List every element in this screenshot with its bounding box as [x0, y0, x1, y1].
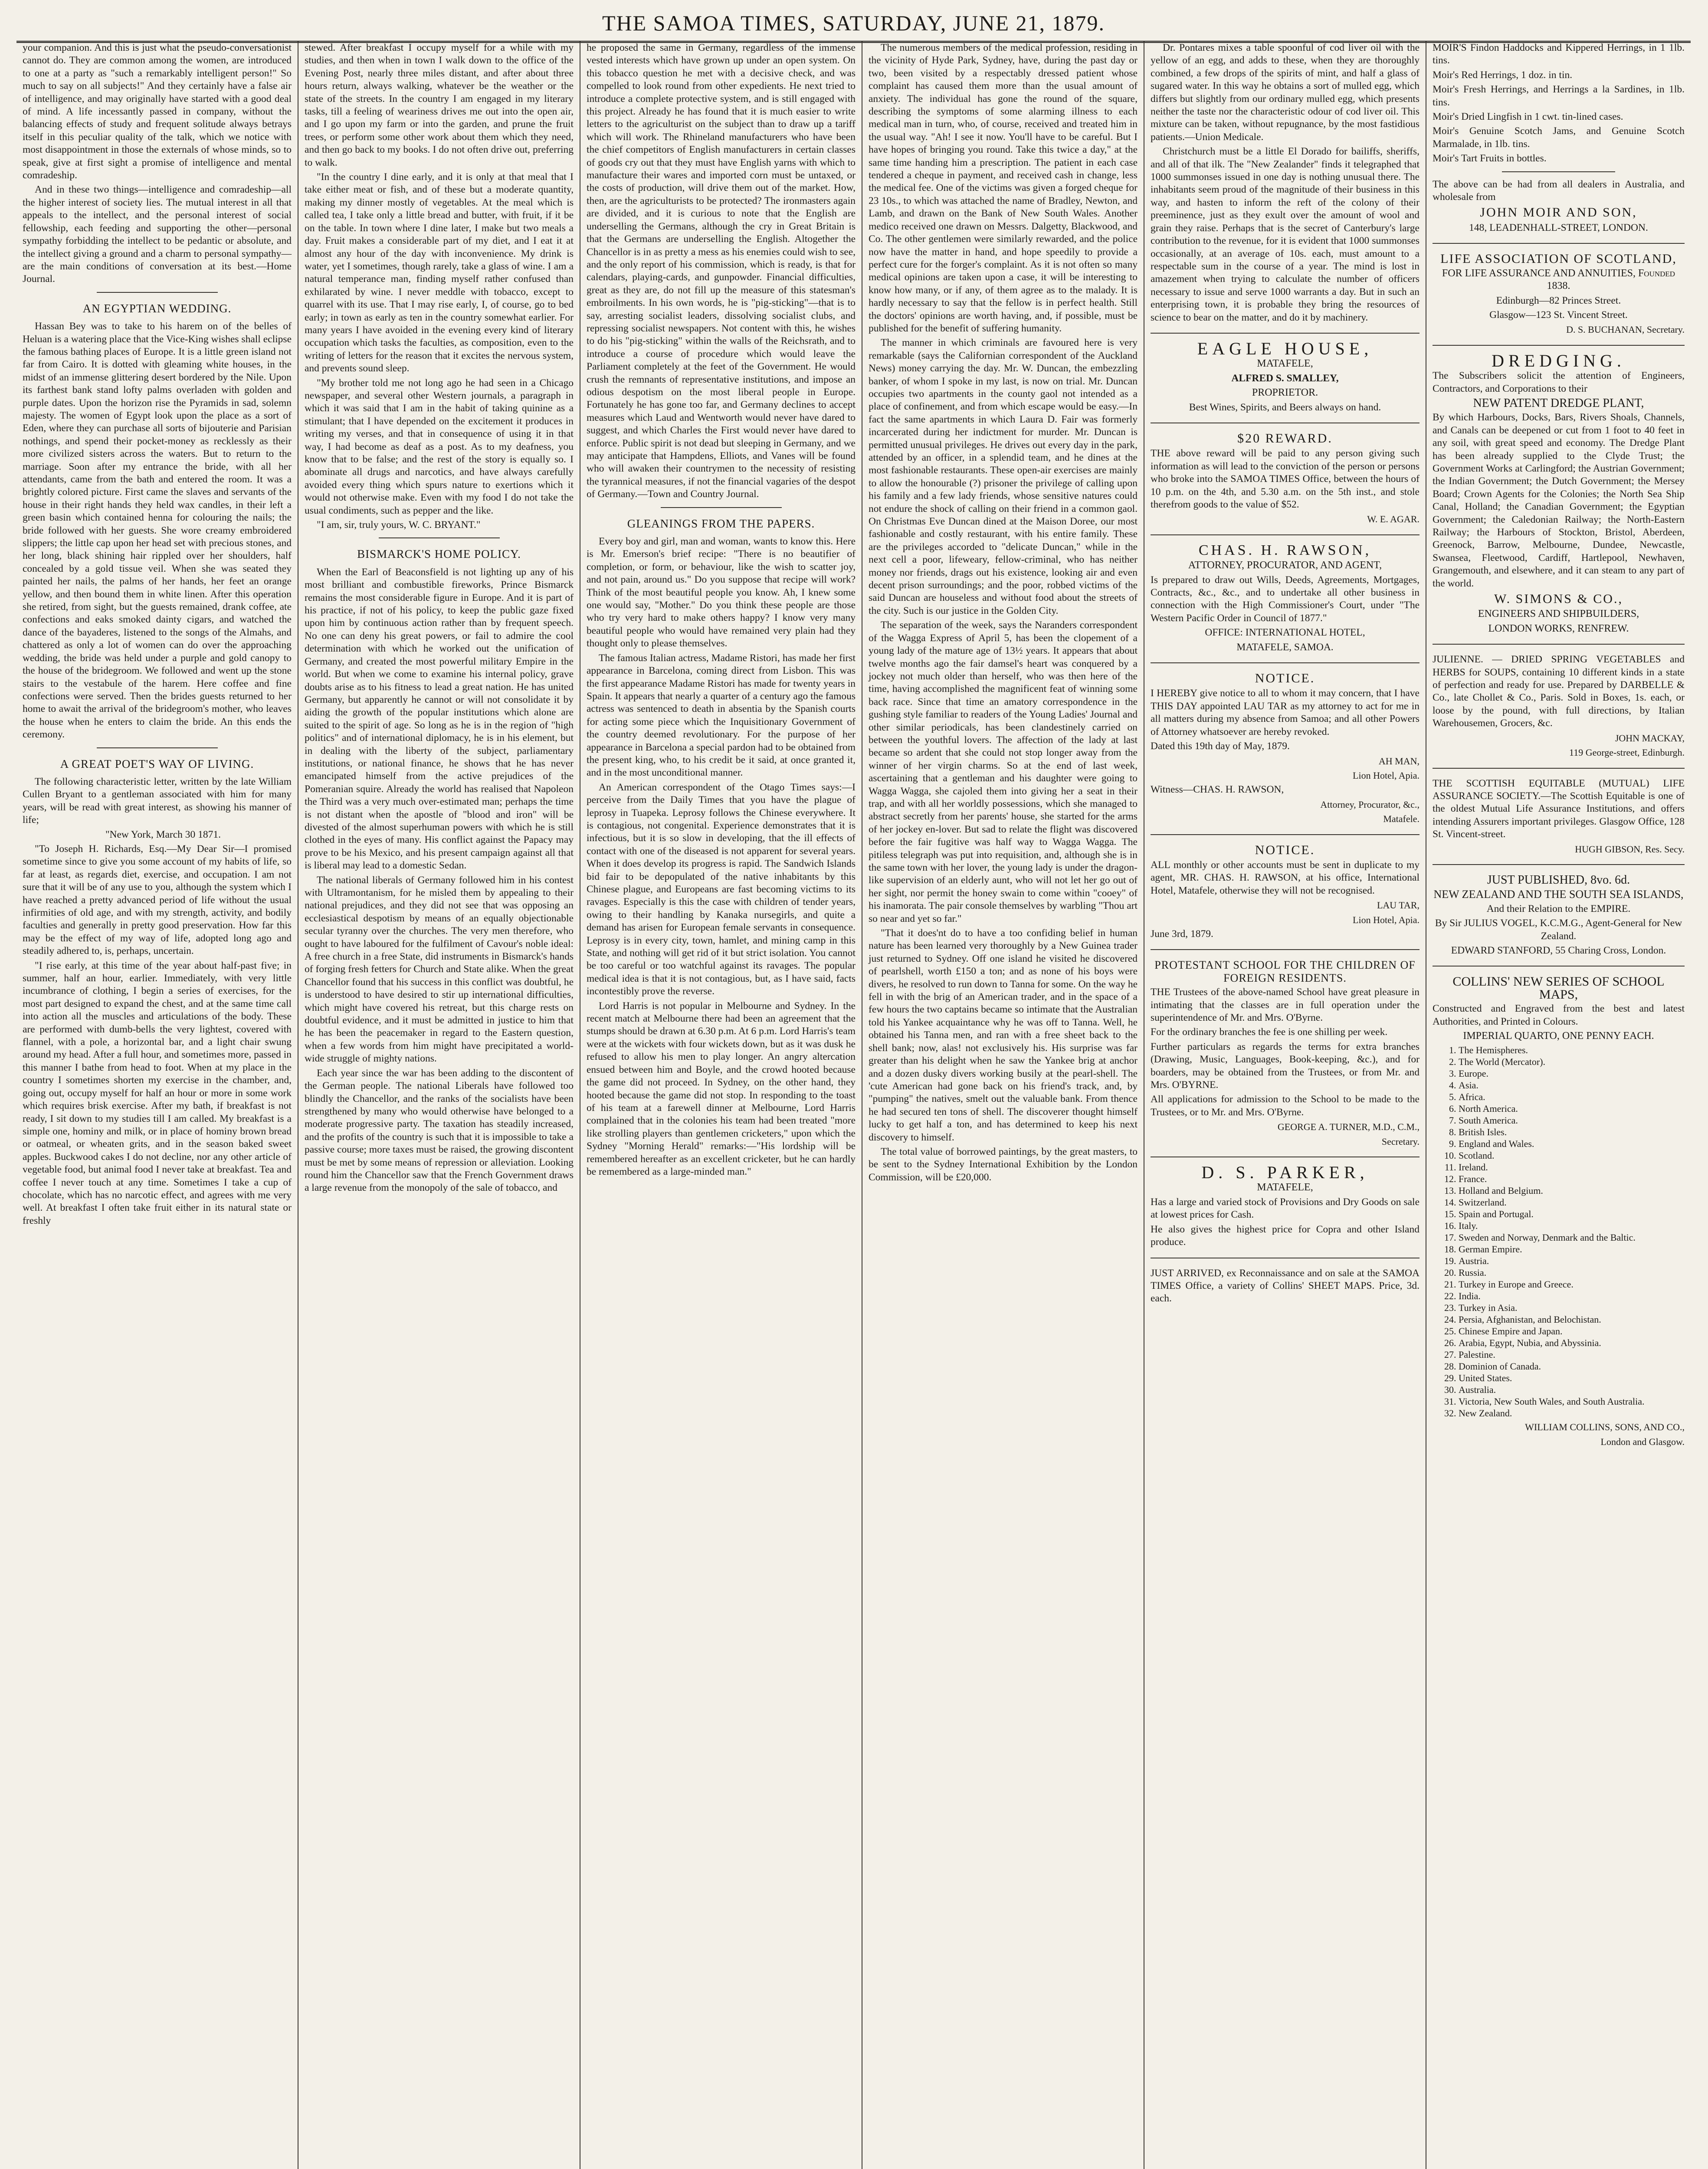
map-item: 19. Austria. [1459, 1255, 1685, 1267]
map-item: 3. Europe. [1459, 1068, 1685, 1079]
map-item: 23. Turkey in Asia. [1459, 1302, 1685, 1314]
separator [1151, 834, 1420, 835]
map-item: 28. Dominion of Canada. [1459, 1360, 1685, 1372]
separator [1151, 662, 1420, 663]
moir-ad [1433, 42, 1685, 234]
column-1 [16, 42, 298, 2169]
scottish-equitable-ad [1433, 777, 1685, 855]
article-paragraph: "To Joseph H. Richards, Esq.—My Dear Sir—I promised sometime since to give you some account of my habits of life, so far at least, as regards diet, exercise, and occupation. I am not sure that it will be of any use to you, although the system which I have reached a pretty advanced period of life without the usual infirmities of old age, and with my strength, activity, and bodily faculties and generally in pretty good preservation. How far this may be the effect of my way of life, adopted long ago and steadily adhered to, is, perhaps, uncertain. [23, 843, 292, 957]
collins-body: Constructed and Engraved from the best and latest Authorities, and Printed in Colours. [1433, 1003, 1685, 1027]
reward-signature: W. E. AGAR. [1367, 514, 1420, 525]
map-item: 7. South America. [1459, 1114, 1685, 1126]
dredging-headline: NEW PATENT DREDGE PLANT, [1473, 396, 1644, 410]
notice-body: ALL monthly or other accounts must be sent in duplicate to my agent, MR. CHAS. H. RAWSON, at his office, International Hotel, Matafele, otherwise they will not be recognised. [1151, 859, 1420, 896]
gleaning-paragraph: Every boy and girl, man and woman, wants to know this. Here is Mr. Emerson's brief recipe: "There is no beautifier of completion, or form, or behaviour, like the wish to scatter joy, and not pain, around us." Do you suppose that recipe will work? Think of the most beautiful people you know. Ah, I knew some one would say, "Mother." Do you think these people are those who try very hard to make others happy? I know very many beautiful people who would have remained very plain had they thought only to please themselves. [587, 536, 856, 649]
news-paragraph: The numerous members of the medical profession, residing in the vicinity of Hyde Park, Sydney, have, during the past day or two, been visited by a respectably dressed patient whose complaint has caused them more than the usual amount of anxiety. The individual has gone the round of the square, describing the symptoms of some alarming illness to each medical man in turn, who, of course, received and treated him in the usual way. "Ah! I see it now. You'll have to be careful. But I have hopes of bringing you round. Take this twice a day," at the same time handing him a prescription. The patient in each case tendered a cheque in payment, and received cash in change, less the medical fee. One of the victims was given a forged cheque for 23 10s., to which was attached the name of Bradley, Newton, and Lamb, and drawn on the Bank of New South Wales. Another medico received one drawn on Messrs. Dalgetty, Blackwood, and Co. The other gentlemen were similarly rewarded, and the police now have the matter in hand, and hope speedily to provide a perfect cure for the forger's complaint. As it is not often so many medical opinions are taken upon a case, it will be interesting to know how many, or if any, of them agree as to the malady. It is hardly necessary to say that the fellow is in perfect health. Still the doctors' opinions are worth having, and, if possible, must be published for the benefit of suffering humanity. [869, 42, 1138, 334]
just-published-ad [1433, 874, 1685, 957]
collins-title: COLLINS' NEW SERIES OF SCHOOL MAPS, [1452, 974, 1665, 1002]
school-body: All applications for admission to the School to be made to the Trustees, or to Mr. and Mrs. O'Byrne. [1151, 1094, 1420, 1118]
eagle-house-name: ALFRED S. SMALLEY, [1231, 372, 1339, 384]
school-signature: GEORGE A. TURNER, M.D., C.M., [1277, 1121, 1420, 1133]
julienne-ad [1433, 653, 1685, 759]
bismarck-heading: BISMARCK'S HOME POLICY. [357, 547, 521, 561]
notice-witness-place: Matafele. [1383, 813, 1420, 825]
dredging-title: DREDGING. [1492, 351, 1626, 370]
map-item: 6. North America. [1459, 1103, 1685, 1114]
just-published-publisher: EDWARD STANFORD, 55 Charing Cross, London. [1451, 944, 1666, 956]
recipe-paragraph: Dr. Pontares mixes a table spoonful of cod liver oil with the yellow of an egg, and adds to these, when they are thoroughly combined, a few drops of the spirits of mint, and half a glass of sugared water. In this way he obtains a sort of mulled egg, which differs but slightly from our ordinary mulled egg, which presents neither the taste nor the characteristic odour of cod liver oil. This mixture can be taken, without repugnance, by the most fastidious patients.—Union Medicale. [1151, 42, 1420, 143]
notice-signature: LAU TAR, [1377, 900, 1420, 911]
dredging-company: W. SIMONS & CO., [1494, 592, 1623, 606]
letter-paragraph: "In the country I dine early, and it is only at that meal that I take either meat or fish, and of these but a moderate quantity, making my dinner mostly of vegetables. At the meal which is called tea, I take only a little bread and butter, with fruit, if it be on the table. In town where I dine later, I make but two meals a day. Fruit makes a considerable part of my diet, and I eat it at almost any hour of the day with inconvenience. My drink is water, yet I sometimes, though rarely, take a glass of wine. I am a natural temperance man, finding myself rather confused than exhilarated by wine. I never meddle with tobacco, except to quarrel with its use. That I may rise early, I, of course, go to bed early; in town as early as ten in the country somewhat earlier. For many years I have avoided in the evening every kind of literary occupation which tasks the faculties, as composition, even to the writing of letters for the reason that it excites the nervous system, and prevents sound sleep. [305, 171, 574, 374]
rawson-office: OFFICE: INTERNATIONAL HOTEL, [1205, 627, 1365, 639]
map-item: 11. Ireland. [1459, 1161, 1685, 1173]
life-association-title: LIFE ASSOCIATION OF SCOTLAND, [1440, 252, 1677, 266]
map-item: 14. Switzerland. [1459, 1196, 1685, 1208]
notice-date: Dated this 19th day of May, 1879. [1151, 740, 1290, 752]
notice-ad-2 [1151, 844, 1420, 941]
map-item: 18. German Empire. [1459, 1243, 1685, 1255]
dredging-company-addr: LONDON WORKS, RENFREW. [1488, 623, 1629, 634]
map-item: 31. Victoria, New South Wales, and South Australia. [1459, 1396, 1685, 1407]
moir-address: 148, LEADENHALL-STREET, LONDON. [1469, 222, 1648, 233]
article-paragraph: The national liberals of Germany followed him in his contest with Ultramontanism, for he misled them by appealing to their national prejudices, and they did not see that was opposing an ecclesiastical despotism by means of an equally objectionable secular tyranny over the churches. The very men therefore, who ought to have laboured for the fulfilment of Cavour's noble ideal: A free church in a free State, did instruments in Bismarck's hands of forging fresh fetters for Church and State alike. When the great Chancellor found that his success in this conflict was doubtful, he is understood to have desired to stir up international difficulties, which might have covered his retreat, but this charge rests on doubtful evidence, and it must be admitted in justice to him that he has been the peacemaker in regard to the Eastern question, when a few words from him might have precipitated a world-wide struggle of mighty nations. [305, 874, 574, 1065]
map-item: 5. Africa. [1459, 1091, 1685, 1103]
map-item: 30. Australia. [1459, 1384, 1685, 1396]
school-title: PROTESTANT SCHOOL FOR THE CHILDREN OF FOREIGN RESIDENTS. [1154, 959, 1416, 984]
eagle-house-role: PROPRIETOR. [1252, 387, 1318, 399]
dredging-body: The Subscribers solicit the attention of Engineers, Contractors, and Corporations to their [1433, 370, 1685, 394]
parker-body: He also gives the highest price for Copra and other Island produce. [1151, 1223, 1420, 1248]
separator [1433, 644, 1685, 645]
separator [97, 747, 218, 748]
letter-paragraph: stewed. After breakfast I occupy myself for a while with my studies, and then when in town I walk down to the office of the Evening Post, nearly three miles distant, and after about three hours return, always walking, whatever be the weather or the state of the streets. In the country I am engaged in my literary tasks, till a feeling of weariness drives me out into the open air, and I go upon my farm or into the garden, and prune the fruit trees, or perform some other work about them which they need, and then go back to my books. I do not often drive out, preferring to walk. [305, 42, 574, 168]
moir-item: Moir's Red Herrings, 1 doz. in tin. [1433, 69, 1573, 81]
map-item: 1. The Hemispheres. [1459, 1044, 1685, 1056]
moir-item: Moir's Genuine Scotch Jams, and Genuine Scotch Marmalade, in 1lb. tins. [1433, 125, 1685, 150]
dredging-body: By which Harbours, Docks, Bars, Rivers Shoals, Channels, and Canals can be deepened or cut from 1 foot to 40 feet in any soil, with great speed and economy. The Dredge Plant has been already supplied to the Clyde Trust; the Government Works at Carlingford; the Austrian Government; the Indian Government; the Dutch Government; the Mersey Board; Crown Agents for the Colonies; the North Sea Ship Canal, Holland; the Canadian Government; the Egyptian Government; the Caledonian Railway; the North-Eastern Railway; the Harbours of Stockton, Bristol, Aberdeen, Greenock, Barrow, Melbourne, Dundee, Newcastle, Swansea, Fleetwood, Cardiff, Hartlepool, Newhaven, Grangemouth, and elsewhere, and it can steam to any part of the world. [1433, 412, 1685, 589]
scottish-equitable-signature: HUGH GIBSON, Res. Secy. [1575, 843, 1685, 855]
collins-sub: IMPERIAL QUARTO, ONE PENNY EACH. [1463, 1030, 1654, 1042]
separator [1433, 966, 1685, 967]
school-ad [1151, 959, 1420, 1148]
news-paragraph: The manner in which criminals are favoured here is very remarkable (says the Californian correspondent of the Auckland News) money carrying the day. Mr. W. Duncan, the embezzling banker, of whom I spoke in my last, is now on trial. Mr. Duncan occupies two apartments in the county gaol not intended as a place of confinement, and from which escape would be easy.—In fact the same apartments in which Laura D. Fair was formerly incarcerated during her indictment for murder. Mr. Duncan is permitted unusual privileges. He drives out every day in the park, attended by an officer, in a splendid team, and he dines at the most fashionable restaurants. These open-air exercises are mainly to allow the honourable (?) prisoner the privilege of calling upon his family and a few lady friends, whose sensitive natures could not endure the shock of calling on their friend in a common gaol. On Christmas Eve Duncan dined at the Maison Doree, our most fashionable and costly restaurant, with his entire family. These are the privileges accorded to "delicate Duncan," while in the next cell a poor, lifeweary, fellow-criminal, who has neither money nor friends, drags out his existence, looking air and even decent prison surroundings; and the poor, robbed victims of the said Duncan are houseless and without food about the streets of the city. Such is our justice in the Golden City. [869, 337, 1138, 616]
eagle-house-body: Best Wines, Spirits, and Beers always on hand. [1189, 401, 1381, 413]
eagle-house-ad [1151, 338, 1420, 414]
map-item: 12. France. [1459, 1173, 1685, 1185]
news-paragraph: The separation of the week, says the Naranders correspondent of the Wagga Express of April 5, has been the clopement of a young lady of the mature age of 13½ years. It appears that about twelve months ago the fair damsel's heart was conquered by a jockey not much older than herself, who was then here of the time, having accomplished the magnificent feat of winning some back race. Since that time an amatory correspondence in the gushing style familiar to readers of the Young Ladies' Journal and other similar periodicals, has been clandestinely carried on between the youthful lovers. The affection of the lady at last became so ardent that she could not stop longer away from the winner of her virgin charms. So at the end of last week, ascertaining that a gentleman and his daughter were going to Wagga Wagga, she cajoled them into giving her a seat in their trap, and with all her worldly possessions, which she managed to abstract secretly from her parents' house, she started for the arms of her jockey en-lover. But sad to relate the flight was discovered before the fair fugitive was half way to Wagga Wagga. The pitiless telegraph was put into requisition, and, although she is in the same town with her lover, the young lady is under the dragon-like supervision of an elderly aunt, who will not let her go out of her sight, nor permit the honey swain to come within "cooey" of his inamorata. The pair console themselves by warbling "Thou art so near and yet so far." [869, 619, 1138, 924]
map-item: 8. British Isles. [1459, 1126, 1685, 1138]
separator [1433, 345, 1685, 346]
rawson-body: Is prepared to draw out Wills, Deeds, Agreements, Mortgages, Contracts, &c., &c., and to undertake all other business in connection with the High Commissioner's Court, under "The Western Pacific Order in Council of 1877." [1151, 574, 1420, 624]
map-item: 22. India. [1459, 1290, 1685, 1302]
separator [1433, 864, 1685, 865]
rawson-title: CHAS. H. RAWSON, [1198, 542, 1372, 558]
just-published-author: By Sir JULIUS VOGEL, K.C.M.G., Agent-General for New Zealand. [1435, 917, 1682, 942]
masthead: THE SAMOA TIMES, SATURDAY, JUNE 21, 1879. [16, 8, 1691, 43]
map-item: 2. The World (Mercator). [1459, 1056, 1685, 1068]
just-published-headline: NEW ZEALAND AND THE SOUTH SEA ISLANDS, [1433, 888, 1684, 901]
notice-witness: Witness—CHAS. H. RAWSON, [1151, 784, 1284, 796]
gleaning-paragraph: The famous Italian actress, Madame Ristori, has made her first appearance in Barcelona, coming direct from Lisbon. This was the first appearance Madame Ristori has made for twenty years in Spain. It appears that nearly a quarter of a century ago the famous actress was sentenced to death in absentia by the Spanish courts for acting some piece which the Inquisitionary Government of the country deemed revolutionary. For the purpose of her appearance in Barcelona a special pardon had to be obtained from the present king, who, to his credit be it said, at once granted it, and in the most unconditional manner. [587, 652, 856, 779]
separator [1151, 949, 1420, 950]
letter-paragraph: "My brother told me not long ago he had seen in a Chicago newspaper, and several other Western journals, a paragraph in which it was said that I am in the habit of taking quinine as a stimulant; that I have depended on the excitement it produces in writing my verses, and that in consequence of using it in that way, I had become as deaf as a post. As to my deafness, you know that to be false; and the rest of the story is equally so. I abominate all drugs and narcotics, and have always carefully avoided every thing which spurs nature to exertions which it would not otherwise make. Even with my food I do not take the usual condiments, such as pepper and the like. [305, 377, 574, 516]
essay-paragraph: your companion. And this is just what the pseudo-conversationist cannot do. They are common among the women, are introduced to one at a party as "such a remarkably intelligent person!" So much to say on all subjects!" And they certainly have a false air of intelligence, and may originally have started with a good deal of mind. A life incessantly passed in company, without the balancing effects of study and frequent solitude always betrays itself in this peculiar quality of the talk, which we notice with most disappointment in those the externals of whose minds, so to speak, give at first sight a promise of intelligence and mental comradeship. [23, 42, 292, 181]
moir-note: The above can be had from all dealers in Australia, and wholesale from [1433, 178, 1685, 203]
life-association-address: Edinburgh—82 Princes Street. [1496, 295, 1621, 306]
gleaning-paragraph: Lord Harris is not popular in Melbourne and Sydney. In the recent match at Melbourne there had been an agreement that the stumps should be drawn at 6.30 p.m. At 6 p.m. Lord Harris's team were at the wickets with four wickets down, but as it was dusk he refused to allow his men to play longer. An angry altercation ensued between him and Boyle, and the crowd hooted because the game did not proceed. In Sydney, on the other hand, they hooted because the game did not stop. In responding to the toast of his team at a farewell dinner at Melbourne, Lord Harris complained that in the colonies his team had been treated "more like strolling players than gentlemen cricketers," upon which the Sydney "Morning Herald" remarks:—"His lordship will be remembered hereafter as an excellent cricketer, but he can hardly be remembered as a large-minded man." [587, 1000, 856, 1177]
notice-date: June 3rd, 1879. [1151, 928, 1213, 940]
parker-place: MATAFELE, [1257, 1182, 1313, 1193]
news-paragraph: "That it does'nt do to have a too confiding belief in human nature has been learned very thoroughly by a New Guinea trader just returned to Sydney. Off one island he visited he discovered of pearlshell, worth £150 a ton; and as none of his boys were divers, he resolved to run down to Tanna for some. On the way he fell in with the brig of an American trader, and in the space of a few hours the two captains became so intimate that the Australian told his Yankee acquaintance why he was off to Tanna. Well, he obtained his Tanna men, and ran with a free sheet back to the shell bank; now, alas! not exclusively his. His surprise was far greater than his delight when he saw the Yankee brig at anchor and a dozen dusky divers working busily at the pearl-shell. The 'cute American had gone back on his friend's track, and, by "pumping" the natives, smelt out the valuable bank. From thence he had secured ten tons of shell. The discoverer thought himself lucky to get half a ton, and has determined to keep his next discovery to himself. [869, 927, 1138, 1143]
julienne-body: JULIENNE. — DRIED SPRING VEGETABLES and HERBS for SOUPS, containing 10 different kinds in a state of perfection and ready for use. Prepared by DARBELLE & Co., late Chollet & Co., Paris. Sold in Boxes, 1s. each, or loose by the pound, with full directions, by Italian Warehousemen, Grocers, &c. [1433, 654, 1685, 729]
eagle-house-title: EAGLE HOUSE, [1197, 338, 1373, 358]
moir-item: Moir's Tart Fruits in bottles. [1433, 153, 1547, 164]
collins-maps-ad [1433, 975, 1685, 1448]
school-body: For the ordinary branches the fee is one shilling per week. [1151, 1026, 1388, 1038]
school-body: THE Trustees of the above-named School have great pleasure in intimating that the classes are in full operation under the superintendence of Mr. and Mrs. O'Byrne. [1151, 986, 1420, 1023]
collins-map-list [1433, 1044, 1685, 1419]
julienne-signature-address: 119 George-street, Edinburgh. [1569, 747, 1685, 758]
gleaning-paragraph: An American correspondent of the Otago Times says:—I perceive from the Daily Times that you have the plague of leprosy in Tuapeka. Leprosy follows the Chinese everywhere. It is contagious, not congenital. Experience demonstrates that it is infectious, but it is so slow in developing, that the ill effects of contact with one of the diseased is not apparent for several years. When it does develop its progress is rapid. The Sandwich Islands bid fair to be depopulated of the native inhabitants by this Chinese plague, and Europeans are fast becoming victims to its ravages. Especially is this the case with children of tender years, owing to their handling by Kanaka nursegirls, and quite a demand has arisen for European female servants in consequence. Leprosy is in every city, town, hamlet, and mining camp in this State, and nothing will get rid of it but strict isolation. You cannot be too careful or too watchful against its ravages. The popular medical idea is that it is not contagious, but, as I have said, facts incontestibly prove the reverse. [587, 781, 856, 997]
great-poet-heading: A GREAT POET'S WAY OF LIVING. [60, 757, 254, 770]
map-item: 21. Turkey in Europe and Greece. [1459, 1278, 1685, 1290]
columns [16, 42, 1691, 2169]
separator [661, 507, 782, 508]
moir-item: Moir's Dried Lingfish in 1 cwt. tin-lined cases. [1433, 111, 1623, 123]
reward-title: $20 REWARD. [1237, 431, 1333, 446]
essay-paragraph: And in these two things—intelligence and comradeship—all the higher interest of society lies. The mutual interest in all that appeals to the intellect, and the personal interest of social fellowship, each feeding and supporting the other—personal sympathy forbidding the intellect to be pedantic or absolute, and the intellect giving a ground and a charm to personal sympathy—are the main conditions of conversation at its best.—Home Journal. [23, 184, 292, 285]
article-paragraph: When the Earl of Beaconsfield is not lighting up any of his most brilliant and combustible fireworks, Prince Bismarck remains the most considerable figure in Europe. And it is part of his practice, if not of his policy, to keep the public gaze fixed upon him by continuous action rather than by frequent speech. No one can deny his great powers, or fail to admire the cool determination with which he worked out the unification of Germany, and created the most powerful military Empire in the world. But when we come to examine his internal policy, grave doubts arise as to his fitness to lead a great nation. He has united Germany, but apparently he cannot or will not consolidate it by aiding the growth of the popular institutions which alone are suited to the spirit of age. So long as he is in the region of "high politics" and of international diplomacy, he is in his element, but in dealing with the liberty of the subject, parliamentary institutions, or national finance, he shows that he has never emancipated himself from the active prejudices of the Pomeranian squire. Already the world has realised that Napoleon the Third was a very much over-estimated man; perhaps the time is not distant when the apostle of "blood and iron" will be divested of the almost superhuman powers with which he is still clothed in the eyes of many. His conflict against the Papacy may prove to be his Mexico, and his present campaign against all that is liberal may lead to a domestic Sedan. [305, 566, 574, 872]
school-signature-title: Secretary. [1381, 1136, 1420, 1147]
reward-ad [1151, 432, 1420, 526]
notice-witness-title: Attorney, Procurator, &c., [1320, 799, 1420, 810]
just-arrived-ad: JUST ARRIVED, ex Reconnaissance and on sale at the SAMOA TIMES Office, a variety of Collins' SHEET MAPS. Price, 3d. each. [1151, 1267, 1420, 1304]
map-item: 4. Asia. [1459, 1079, 1685, 1091]
rawson-subtitle: ATTORNEY, PROCURATOR, AND AGENT, [1188, 560, 1382, 571]
map-item: 27. Palestine. [1459, 1349, 1685, 1360]
separator [1151, 534, 1420, 535]
map-item: 10. Scotland. [1459, 1150, 1685, 1161]
separator [1151, 333, 1420, 334]
article-paragraph: "I rise early, at this time of the year about half-past five; in summer, half an hour, earlier. Immediately, with very little incumbrance of clothing, I begin a series of exercises, for the most part designed to expand the chest, and at the same time call into action all the muscles and articulations of the body. These are performed with dumb-bells the very lightest, covered with flannel, with a pole, a horizontal bar, and a light chair swung around my head. After a full hour, and sometimes more, passed in this manner I bathe from head to foot. When at my place in the country I sometimes shorten my exercise in the chamber, and, going out, occupy myself for half an hour or more in some work which requires brisk exercise. After my bath, if breakfast is not ready, I sit down to my studies till I am called. My breakfast is a simple one, hominy and milk, or in place of hominy brown bread or oatmeal, or wheaten grits, and in the season baked sweet apples. Buckwood cakes I do not decline, nor any other article of vegetable food, but animal food I never take at breakfast. Tea and coffee I never touch at any time. Sometimes I take a cup of chocolate, which has no narcotic effect, and agrees with me very well. At breakfast I often take fruit either in its natural state or freshly [23, 960, 292, 1226]
separator [97, 292, 218, 293]
rawson-ad [1151, 544, 1420, 654]
article-paragraph: The following characteristic letter, written by the late William Cullen Bryant to a gentleman associated with him for many years, will be read with great interest, as showing his manner of life; [23, 776, 292, 826]
map-item: 29. United States. [1459, 1372, 1685, 1384]
notice-ad-1 [1151, 672, 1420, 825]
article-paragraph: Each year since the war has been adding to the discontent of the German people. The national Liberals have followed too blindly the Chancellor, and the ranks of the socialists have been strengthened by many who would otherwise have belonged to a moderate progressive party. The taxation has steadily increased, and the profits of the country is such that it is impossible to take a passive course; more taxes must be raised, the growing discontent must be met by some means of repression or alleviation. Looking round him the Chancellor saw that the French Government draws a large revenue from the monopoly of the sale of tobacco, and [305, 1067, 574, 1194]
notice-body: I HEREBY give notice to all to whom it may concern, that I have THIS DAY appointed LAU TAR as my attorney to act for me in all matters during my absence from Samoa; and all other Powers of Attorney whatsoever are hereby revoked. [1151, 688, 1420, 737]
life-association-signature: D. S. BUCHANAN, Secretary. [1566, 324, 1685, 335]
moir-item: MOIR'S Findon Haddocks and Kippered Herrings, in 1 1lb. tins. [1433, 42, 1685, 66]
map-item: 25. Chinese Empire and Japan. [1459, 1325, 1685, 1337]
article-paragraph: Hassan Bey was to take to his harem on of the belles of Heluan is a watering place that the Vice-King wishes shall eclipse the famous bathing places of Europe. It is a little green island not far from Cairo. It is dotted with gleaming white houses, in the midst of an immense glittering desert bordered by the Nile. Upon its farthest bank stand lofty palms overladen with golden and purple dates. Upon the horizon rise the Pyramids in sad, solemn majesty. The women of Egypt look upon the place as a sort of Eden, where they can purchase all sorts of bijouterie and Parisian nothings, and spend their pocket-money as recklessly as their more civilized sisters across the waters. But to return to the marriage. Soon after my entrance the bride, with all her attendants, came from the bath and entered the room. It was a brightly colored picture. First came the slaves and servants of the house in their right hands they held wax candles, in their left a green basin which contained henna for colouring the nails; the bride followed with her guests. She wore creamy embroidered slippers; the little cap upon her head set with precious stones, and her long, black shining hair rippled over her shoulders, half concealed by a gold tissue veil. When she was seated they painted her nails, the palms of her hands, her feet an orange yellow, and then bound them in white linen. After this operation she retired, from sight, but the guests remained, drank coffee, ate confections and eaks smoked dainty cigars, and watched the dance of the bayaderes, listened to the songs of the Almahs, and chattered as only a lot of women can do over the approaching wedding, the bride was held under a purple and gold canopy to the house of the bridegroom. We followed and went up the stone stairs to the vestabule of the harem. Here coffee and fine confections were served. Then the brides guests returned to her home to await the arrival of the bridegroom's mother, who leaves the house when he enters to claim the bride. An this ends the ceremony. [23, 321, 292, 740]
news-paragraph: The total value of borrowed paintings, by the great masters, to be sent to the Sydney International Exhibition by the London Commission, will be £20,000. [869, 1146, 1138, 1183]
map-item: 20. Russia. [1459, 1267, 1685, 1278]
moir-name: JOHN MOIR AND SON, [1480, 205, 1637, 220]
rawson-place: MATAFELE, SAMOA. [1236, 641, 1334, 653]
scottish-equitable-body: THE SCOTTISH EQUITABLE (MUTUAL) LIFE ASSURANCE SOCIETY.—The Scottish Equitable is one of the oldest Mutual Life Assurance Institutions, and offers intending Assurers important privileges. Glasgow Office, 128 St. Vincent-street. [1433, 777, 1685, 840]
map-item: 24. Persia, Afghanistan, and Belochistan. [1459, 1314, 1685, 1325]
article-paragraph: he proposed the same in Germany, regardless of the immense vested interests which have grown up under an open system. On this tobacco question he met with a decisive check, and was compelled to look round from other expedients. He next tried to introduce a complete protective system, and is still engaged with this project. Already he has found that it is much easier to write letters to the agriculturist on the subject than to draw up a tariff which will work. The Rhineland manufacturers who have been the chief competitors of English manufacturers in certain classes of goods cry out that they must have English yarns with which to manufacture their wares and imported corn must be untaxed, or the costs of production, will drive them out of the market. How, then, are the agriculturists to be protected? The ironmasters again are divided, and it is curious to note that the English are underselling the Germans, although the cry in Great Britain is that the Germans are underselling the English. Altogether the Chancellor is in as pretty a mess as his enemies could wish to see, and the only report of his commission, which is ready, is that for calendars, playing-cards, and gunpowder. Financial difficulties, great as they are, do not fill up the measure of this statesman's embroilments. In his own words, he is "pig-sticking"—that is to say, arresting socialist leaders, dissolving socialist clubs, and repressing socialist newspapers. Not content with this, he wishes to do his "pig-sticking" within the walls of the Reichsrath, and to introduce a course of procedure which would leave the Parliament completely at the feet of the Government. He would crush the remnants of representative institutions, and impose an odious despotism on the most liberal people in Europe. Fortunately he has gone too far, and Germany declines to accept measures which Laud and Wentworth would never have dared to suggest, and which Charles the First would never have dared to enforce. Public spirit is not dead but sleeping in Germany, and we may anticipate that Hampdens, Elliots, and Vanes will be found who will awaken their countrymen to the necessity of resisting the tyrannical measures, if not the financial vagaries of the despot of Germany.—Town and Country Journal. [587, 42, 856, 500]
map-item: 32. New Zealand. [1459, 1407, 1685, 1419]
life-association-address: Glasgow—123 St. Vincent Street. [1489, 309, 1628, 321]
life-association-subtitle: FOR LIFE ASSURANCE AND ANNUITIES, Founded 1838. [1442, 267, 1675, 292]
just-published-sub: And their Relation to the EMPIRE. [1486, 903, 1631, 914]
notice-title: NOTICE. [1255, 842, 1315, 857]
map-item: 13. Holland and Belgium. [1459, 1185, 1685, 1196]
parker-ad [1151, 1163, 1420, 1248]
separator [1433, 768, 1685, 769]
notice-signature-place: Lion Hotel, Apia. [1353, 770, 1420, 781]
dredging-company-sub: ENGINEERS AND SHIPBUILDERS, [1478, 608, 1639, 620]
collins-signature-place: London and Glasgow. [1600, 1436, 1685, 1447]
letter-signature: "I am, sir, truly yours, W. C. BRYANT." [317, 519, 481, 531]
separator [379, 537, 500, 538]
gleanings-heading: GLEANINGS FROM THE PAPERS. [627, 517, 815, 530]
notice-title: NOTICE. [1255, 671, 1315, 686]
separator [1502, 171, 1615, 172]
parker-title: D. S. PARKER, [1201, 1163, 1369, 1183]
map-item: 9. England and Wales. [1459, 1138, 1685, 1150]
map-item: 15. Spain and Portugal. [1459, 1208, 1685, 1220]
column-4 [862, 42, 1144, 2169]
map-item: 16. Italy. [1459, 1220, 1685, 1232]
notice-signature: AH MAN, [1378, 755, 1420, 767]
reward-body: THE above reward will be paid to any person giving such information as will lead to the conviction of the person or persons who broke into the SAMOA TIMES Office, between the hours of 10 p.m. on the 4th, and 5.30 a.m. on the 5th inst., and stole therefrom goods to the value of $52. [1151, 448, 1420, 510]
separator [1433, 243, 1685, 244]
column-3 [580, 42, 862, 2169]
eagle-house-place: MATAFELE, [1257, 358, 1313, 370]
column-6 [1426, 42, 1691, 2169]
notice-signature-place: Lion Hotel, Apia. [1353, 914, 1420, 925]
just-published-title: JUST PUBLISHED, 8vo. 6d. [1487, 873, 1630, 887]
parker-body: Has a large and varied stock of Provisions and Dry Goods on sale at lowest prices for Cash. [1151, 1196, 1420, 1221]
column-5 [1144, 42, 1426, 2169]
moir-item: Moir's Fresh Herrings, and Herrings a la Sardines, in 1lb. tins. [1433, 84, 1685, 108]
map-item: 26. Arabia, Egypt, Nubia, and Abyssinia. [1459, 1337, 1685, 1349]
collins-signature: WILLIAM COLLINS, SONS, AND CO., [1525, 1422, 1685, 1433]
column-2 [298, 42, 580, 2169]
christchurch-paragraph: Christchurch must be a little El Dorado for bailiffs, sheriffs, and all of that ilk. The "New Zealander" finds it telegraphed that 1000 summonses issued in one day is nothing unusual there. The inhabitants seem proud of the magnitude of their business in this way, and hasten to inform the reft of the colony of their preeminence, just as they exult over the amount of wool and grain they raise. Perhaps that is the secret of Canterbury's large contribution to the revenue, for it is evident that 1000 summonses occasionally, at an average of 10s. each, must amount to a respectable sum in the course of a year. The mind is lost in amazement when trying to calculate the number of officers necessary to issue and serve 1000 warrants a day. But in such an enterprising town, it is probable they bring the resources of science to bear on the matter, and do it by machinery. [1151, 146, 1420, 323]
letter-dateline: "New York, March 30 1871. [105, 829, 221, 840]
school-body: Further particulars as regards the terms for extra branches (Drawing, Music, Languages, Book-keeping, &c.), and for boarders, may be obtained from the Trustees, or from Mr. and Mrs. O'BYRNE. [1151, 1041, 1420, 1091]
map-item: 17. Sweden and Norway, Denmark and the Baltic. [1459, 1232, 1685, 1243]
egyptian-wedding-heading: AN EGYPTIAN WEDDING. [82, 301, 232, 315]
life-association-ad [1433, 252, 1685, 336]
dredging-ad [1433, 351, 1685, 636]
julienne-signature: JOHN MACKAY, [1615, 732, 1685, 744]
